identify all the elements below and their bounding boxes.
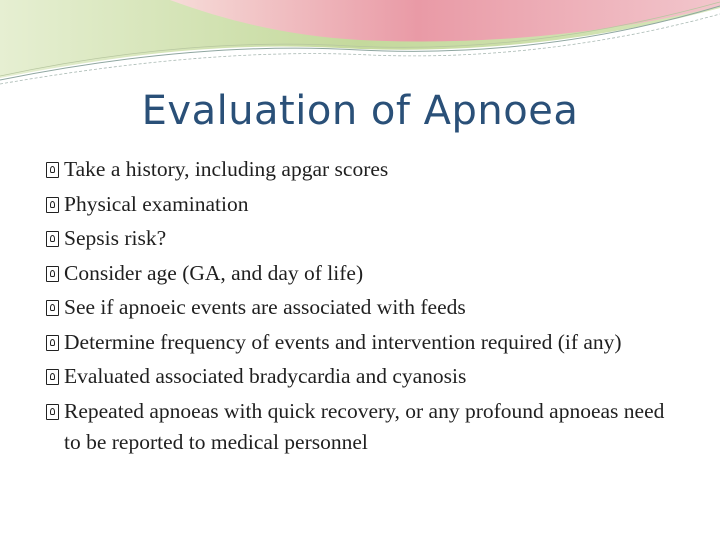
square-glyph-icon (46, 162, 59, 178)
slide-title: Evaluation of Apnoea (141, 88, 579, 134)
bullet-text: Repeated apnoeas with quick recovery, or any profound apnoeas need to be reported to medical personnel (64, 398, 665, 454)
bullet-text: Physical examination (64, 191, 249, 216)
bullet-text: Take a history, including apgar scores (64, 157, 389, 181)
bullet-text: Evaluated associated bradycardia and cyanosis (64, 364, 467, 388)
bullet-item (44, 292, 684, 323)
bullet-item (44, 223, 684, 254)
bullet-item (44, 154, 684, 185)
square-glyph-icon (46, 231, 59, 247)
bullet-text: Determine frequency of events and intervention required (if any) (64, 329, 622, 354)
square-glyph-icon (46, 369, 59, 385)
square-glyph-icon (46, 404, 59, 420)
header-wave-decoration (0, 0, 720, 90)
square-glyph-icon (46, 197, 59, 213)
square-glyph-icon (46, 266, 59, 282)
bullet-item (44, 361, 684, 392)
square-glyph-icon (46, 300, 59, 316)
bullet-text: Sepsis risk? (64, 226, 167, 250)
bullet-item (44, 396, 684, 458)
bullet-text: See if apnoeic events are associated with feeds (64, 295, 466, 319)
bullet-text: Consider age (GA, and day of life) (64, 260, 364, 285)
bullet-item (44, 189, 684, 220)
bullet-list (44, 154, 684, 461)
square-glyph-icon (46, 335, 59, 351)
bullet-item (44, 327, 684, 358)
bullet-item (44, 258, 684, 289)
